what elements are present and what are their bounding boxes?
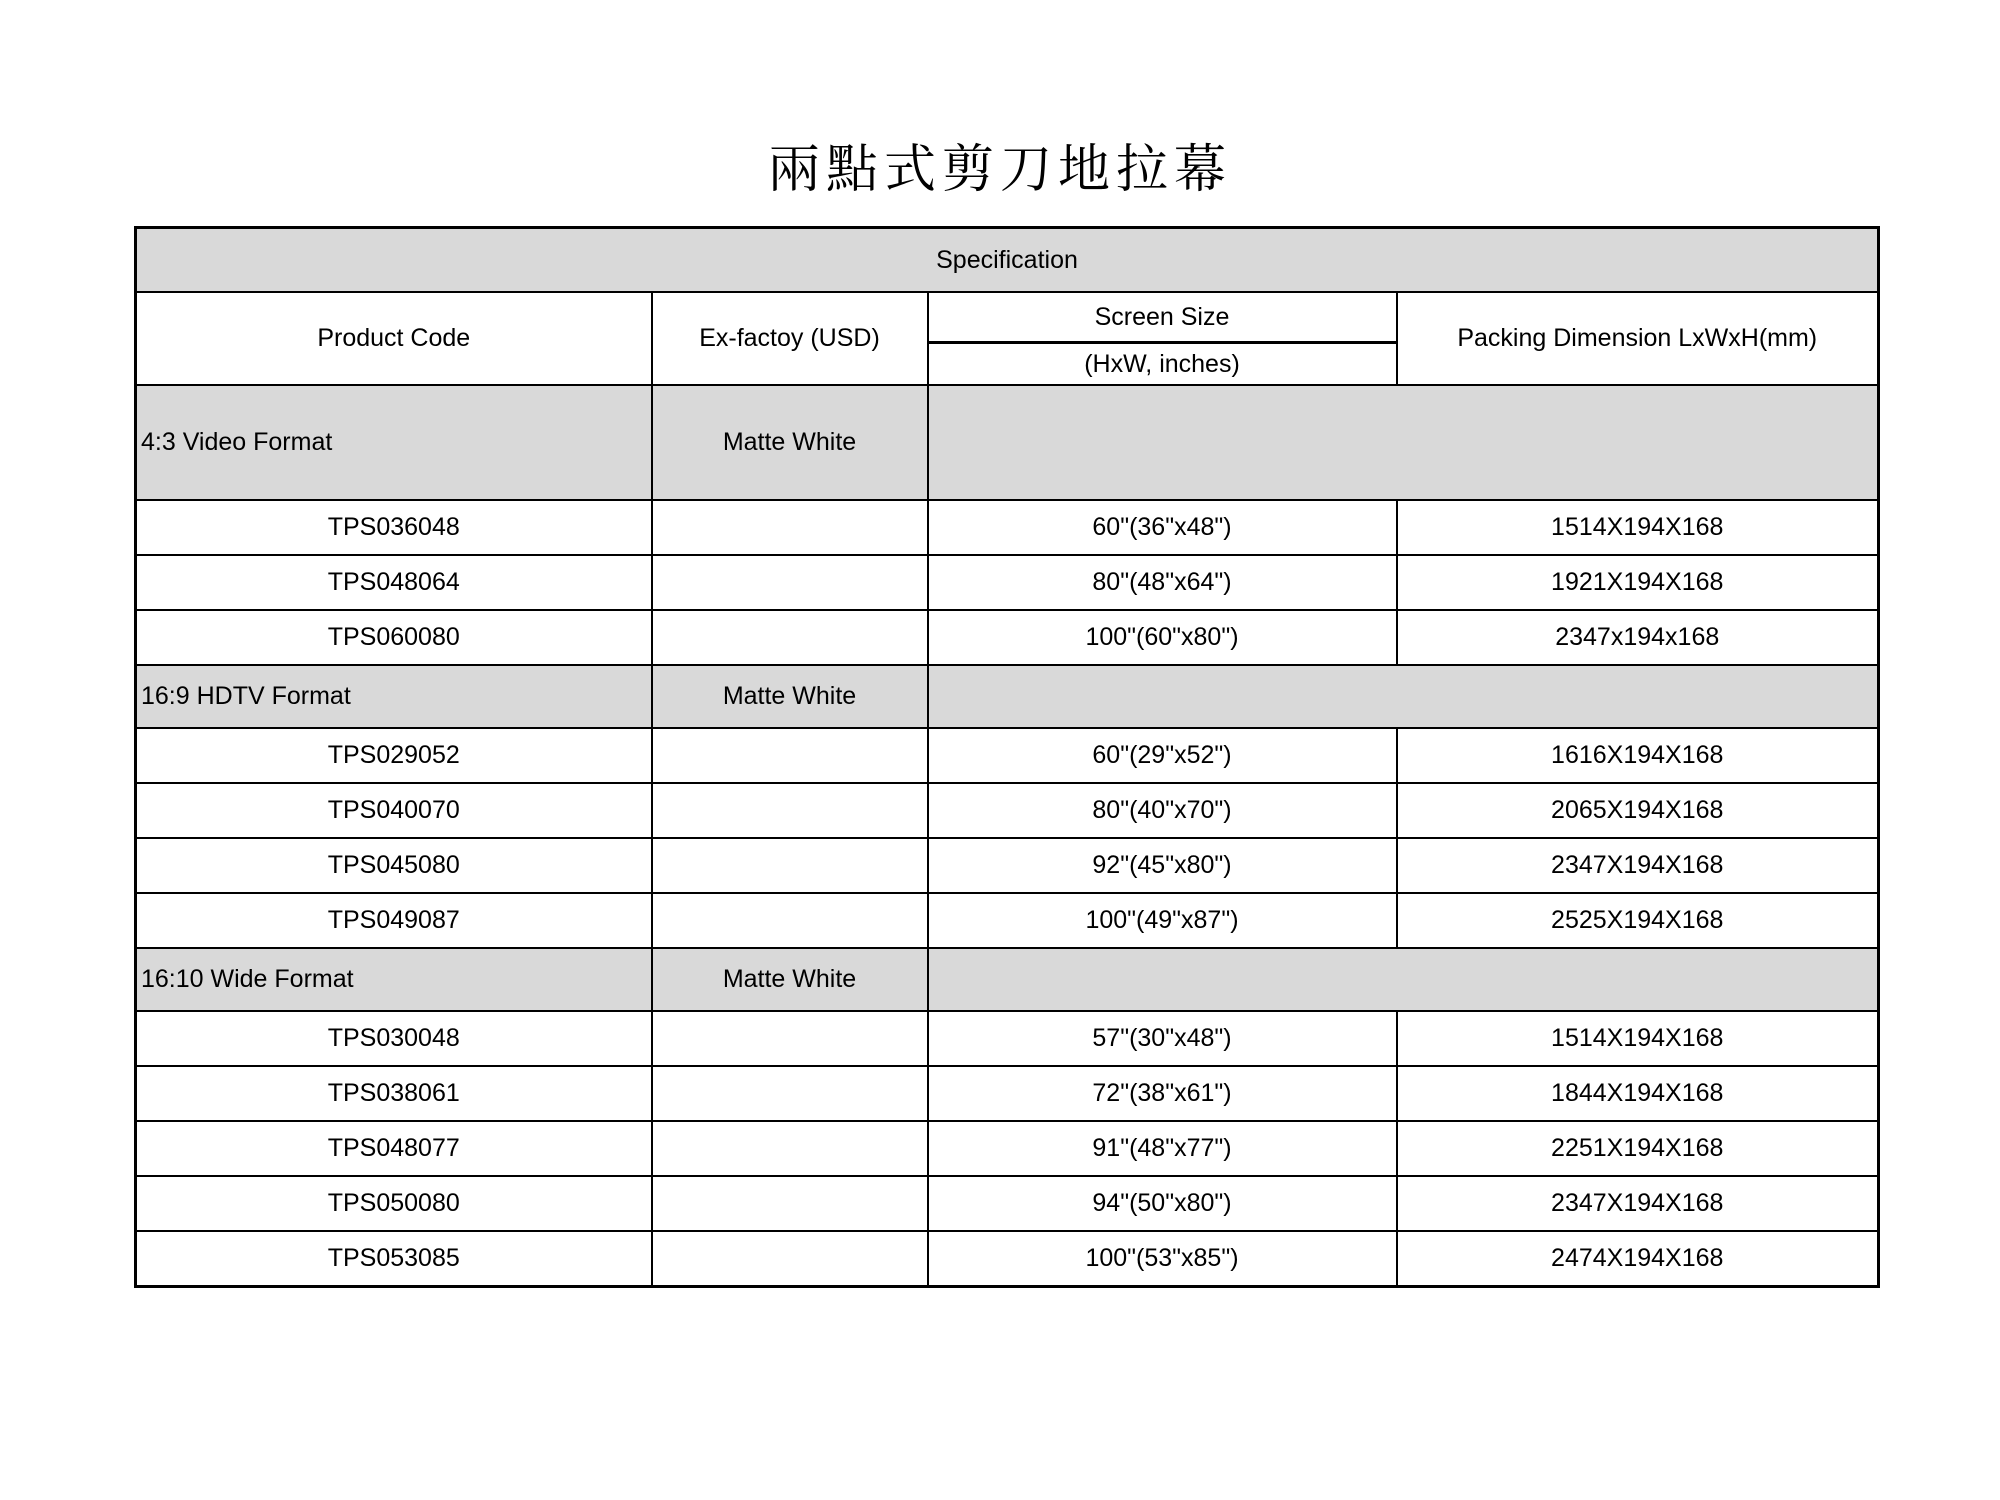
cell-screen-size: 100"(53"x85") (928, 1231, 1397, 1287)
cell-packing-dimension: 1514X194X168 (1397, 500, 1879, 555)
cell-screen-size: 91"(48"x77") (928, 1121, 1397, 1176)
cell-product-code: TPS045080 (136, 838, 652, 893)
header-ex-factory: Ex-factoy (USD) (652, 292, 928, 385)
cell-product-code: TPS048077 (136, 1121, 652, 1176)
header-row (136, 292, 1879, 343)
table-row (136, 500, 1879, 555)
cell-packing-dimension: 2525X194X168 (1397, 893, 1879, 948)
section-label: 16:10 Wide Format (136, 948, 652, 1011)
cell-screen-size: 92"(45"x80") (928, 838, 1397, 893)
table-row (136, 728, 1879, 783)
cell-packing-dimension: 1514X194X168 (1397, 1011, 1879, 1066)
cell-screen-size: 57"(30"x48") (928, 1011, 1397, 1066)
table-row (136, 1011, 1879, 1066)
table-row (136, 838, 1879, 893)
cell-ex-factory (652, 1176, 928, 1231)
header-screen-size-unit: (HxW, inches) (928, 343, 1397, 386)
cell-ex-factory (652, 500, 928, 555)
table-row (136, 610, 1879, 665)
cell-ex-factory (652, 610, 928, 665)
cell-packing-dimension: 2251X194X168 (1397, 1121, 1879, 1176)
cell-ex-factory (652, 1121, 928, 1176)
cell-ex-factory (652, 1066, 928, 1121)
header-packing-dimension: Packing Dimension LxWxH(mm) (1397, 292, 1879, 385)
section-row (136, 948, 1879, 1011)
section-material: Matte White (652, 385, 928, 500)
table-row (136, 783, 1879, 838)
section-row (136, 385, 1879, 500)
cell-product-code: TPS060080 (136, 610, 652, 665)
cell-product-code: TPS038061 (136, 1066, 652, 1121)
cell-packing-dimension: 2474X194X168 (1397, 1231, 1879, 1287)
cell-packing-dimension: 2347x194x168 (1397, 610, 1879, 665)
section-label: 4:3 Video Format (136, 385, 652, 500)
cell-packing-dimension: 2347X194X168 (1397, 1176, 1879, 1231)
section-blank (928, 385, 1879, 500)
cell-screen-size: 94"(50"x80") (928, 1176, 1397, 1231)
cell-screen-size: 60"(36"x48") (928, 500, 1397, 555)
cell-ex-factory (652, 1231, 928, 1287)
section-row (136, 665, 1879, 728)
cell-ex-factory (652, 893, 928, 948)
page-title: 兩點式剪刀地拉幕 (767, 140, 1232, 200)
specification-table (134, 226, 1880, 1288)
section-label: 16:9 HDTV Format (136, 665, 652, 728)
specification-label: Specification (136, 228, 1879, 293)
cell-screen-size: 72"(38"x61") (928, 1066, 1397, 1121)
specification-table-body (136, 228, 1879, 1287)
cell-product-code: TPS053085 (136, 1231, 652, 1287)
header-product-code: Product Code (136, 292, 652, 385)
cell-product-code: TPS048064 (136, 555, 652, 610)
cell-screen-size: 100"(49"x87") (928, 893, 1397, 948)
table-row (136, 555, 1879, 610)
specification-row (136, 228, 1879, 293)
cell-ex-factory (652, 1011, 928, 1066)
cell-product-code: TPS036048 (136, 500, 652, 555)
cell-screen-size: 80"(40"x70") (928, 783, 1397, 838)
cell-ex-factory (652, 783, 928, 838)
cell-ex-factory (652, 555, 928, 610)
section-blank (928, 948, 1879, 1011)
table-row (136, 1176, 1879, 1231)
section-material: Matte White (652, 665, 928, 728)
cell-screen-size: 100"(60"x80") (928, 610, 1397, 665)
cell-product-code: TPS030048 (136, 1011, 652, 1066)
cell-product-code: TPS050080 (136, 1176, 652, 1231)
section-blank (928, 665, 1879, 728)
cell-product-code: TPS040070 (136, 783, 652, 838)
cell-ex-factory (652, 838, 928, 893)
cell-packing-dimension: 2347X194X168 (1397, 838, 1879, 893)
section-material: Matte White (652, 948, 928, 1011)
cell-packing-dimension: 2065X194X168 (1397, 783, 1879, 838)
cell-packing-dimension: 1616X194X168 (1397, 728, 1879, 783)
table-row (136, 893, 1879, 948)
table-row (136, 1231, 1879, 1287)
cell-packing-dimension: 1921X194X168 (1397, 555, 1879, 610)
table-row (136, 1121, 1879, 1176)
cell-packing-dimension: 1844X194X168 (1397, 1066, 1879, 1121)
header-screen-size: Screen Size (928, 292, 1397, 343)
cell-product-code: TPS029052 (136, 728, 652, 783)
table-row (136, 1066, 1879, 1121)
cell-ex-factory (652, 728, 928, 783)
cell-screen-size: 60"(29"x52") (928, 728, 1397, 783)
cell-product-code: TPS049087 (136, 893, 652, 948)
cell-screen-size: 80"(48"x64") (928, 555, 1397, 610)
